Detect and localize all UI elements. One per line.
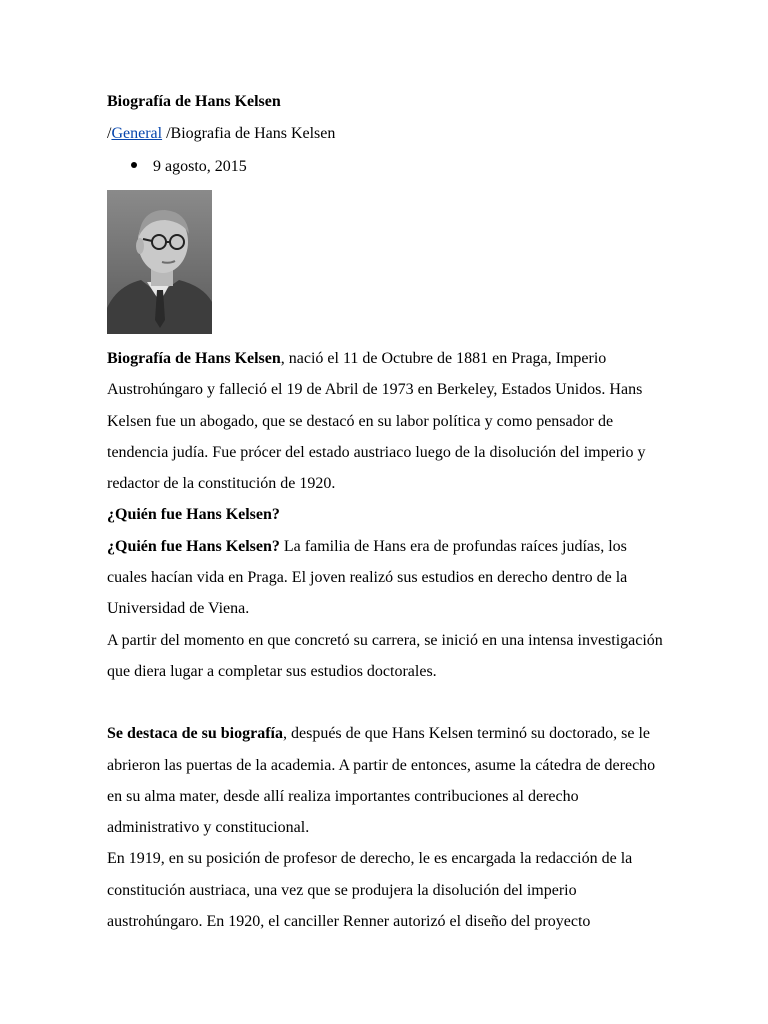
paragraph: En 1919, en su posición de profesor de derecho, le es encargada la redacción de la constitución austriaca, una vez que se produjera la disolución del imperio austrohúngaro. En 1920, el canciller Renner autorizó el diseño del proyecto [107,850,633,931]
breadcrumb-separator: / [162,125,171,142]
paragraph-text: La familia de Hans era de profundas raíces judías, los cuales hacían vida en Praga. El joven realizó sus estudios en derecho dentro de la Universidad de Viena. [107,537,628,618]
paragraph [107,718,667,843]
paragraph: A partir del momento en que concretó su carrera, se inició en una intensa investigación que diera lugar a completar sus estudios doctorales. [107,631,663,680]
bullet-icon [131,162,137,168]
portrait-image [107,190,212,334]
paragraph [107,343,667,499]
page-title: Biografía de Hans Kelsen [107,93,281,110]
section-heading: ¿Quién fue Hans Kelsen? [107,506,280,524]
paragraph-text: , nació el 11 de Octubre de 1881 en Praga, Imperio Austrohúngaro y falleció el 19 de Abril de 1973 en Berkeley, Estados Unidos. Hans Kelsen fue un abogado, que se destacó en su labor política y como pensador de tendencia judía. Fue prócer del estado austriaco luego de la disolución del imperio y redactor de la constitución de 1920. [107,350,646,493]
paragraph [107,531,667,625]
bold-lead: Se destaca de su biografía [107,725,283,743]
breadcrumb-separator: / [107,125,112,142]
bold-lead: Biografía de Hans Kelsen [107,350,281,367]
date-text: 9 agosto, 2015 [153,158,247,175]
paragraph-text: , después de que Hans Kelsen terminó su doctorado, se le abrieron las puertas de la academia. A partir de entonces, asume la cátedra de derecho en su alma mater, desde allí realiza importantes contribuciones al derecho administrativo y constitucional. [107,725,656,837]
breadcrumb-current: Biografia de Hans Kelsen [170,125,336,142]
breadcrumb [107,125,335,143]
article-body [107,343,667,937]
paragraph-spacer [107,687,667,718]
post-date [107,158,247,176]
breadcrumb-link-general[interactable]: General [111,125,163,142]
bold-lead: ¿Quién fue Hans Kelsen? [107,537,280,555]
